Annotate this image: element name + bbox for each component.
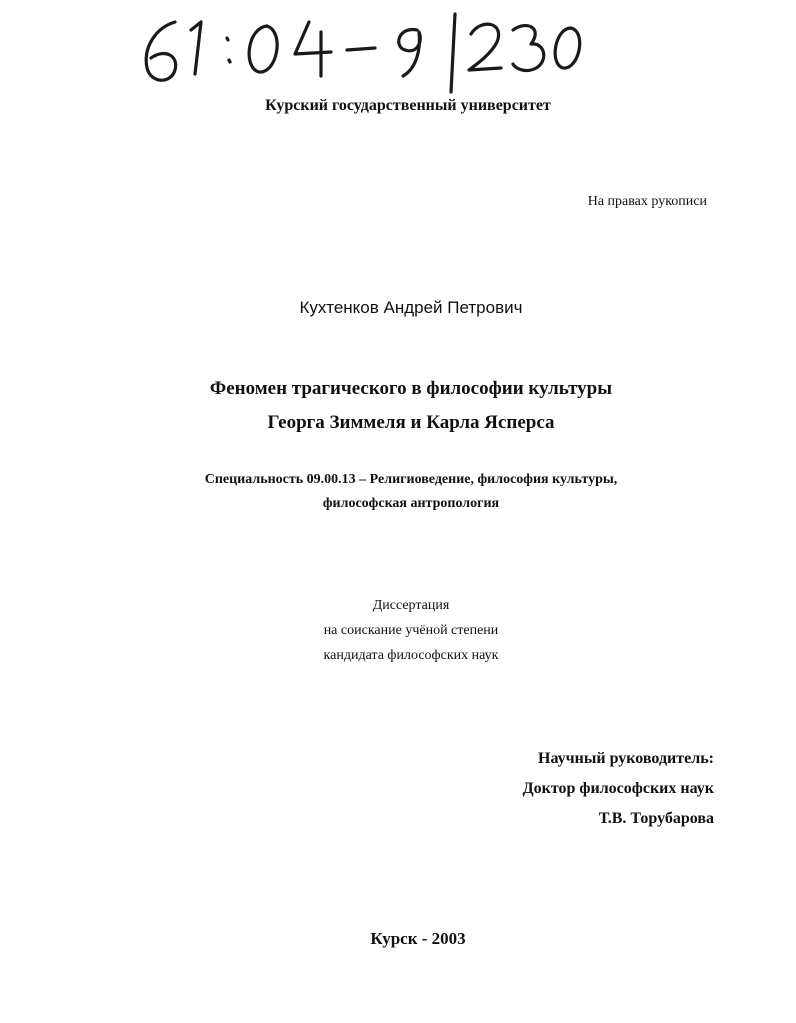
hw-slash [451,14,455,92]
supervisor-name: Т.В. Торубарова [598,810,714,827]
hw-digit-1 [191,22,201,74]
hw-digit-9 [399,29,420,76]
manuscript-rights: На правах рукописи [587,194,707,209]
specialty-line-2: философская антропология [322,496,500,511]
hw-dash [347,48,375,50]
title-line-1: Феномен трагического в философии культуры [209,378,613,399]
hw-digit-2 [469,24,501,70]
specialty-line-1: Специальность 09.00.13 – Религиоведение, философия культуры, [204,472,618,487]
hw-colon [227,38,230,62]
supervisor-degree: Доктор философских наук [522,780,714,797]
handwritten-code-drawing [135,8,585,96]
hw-digit-0b [555,28,580,68]
dissertation-line-3: кандидата философских наук [323,648,499,663]
hw-digit-3 [513,26,544,71]
title-line-2: Георга Зиммеля и Карла Ясперса [267,412,555,433]
city-year: Курск - 2003 [370,929,466,948]
dissertation-line-1: Диссертация [372,598,450,613]
handwritten-code-text [0,0,1,1]
university-name: Курский государственный университет [265,97,551,114]
supervisor-label: Научный руководитель: [538,750,714,767]
hw-digit-4 [295,22,331,76]
author-name: Кухтенков Андрей Петрович [299,298,523,317]
dissertation-line-2: на соискание учёной степени [323,623,499,638]
hw-digit-6 [146,22,175,80]
hw-digit-0 [249,26,277,72]
